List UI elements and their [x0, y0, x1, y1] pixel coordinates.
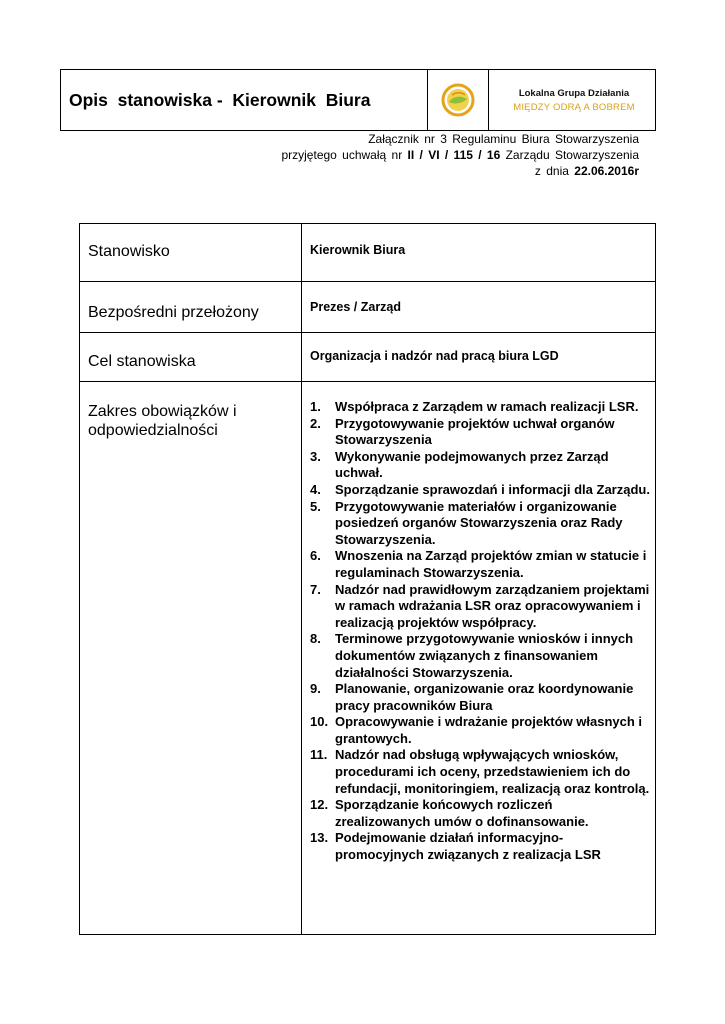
position-table: [79, 223, 656, 935]
list-item: 11. Nadzór nad obsługą wpływających wniosków, procedurami ich oceny, przedstawieniem ich do refundacji, monitoringiem, realizacją oraz kontrolą.: [310, 747, 650, 796]
logo: [428, 70, 489, 130]
label-purpose: Cel stanowiska: [88, 353, 196, 370]
resolution-number: II / VI / 115 / 16: [407, 148, 501, 162]
note-line2-pre: przyjętego uchwałą nr: [281, 148, 408, 162]
note-line2: [281, 147, 639, 163]
list-item: 8. Terminowe przygotowywanie wniosków i innych dokumentów związanych z finansowaniem działalności Stowarzyszenia.: [310, 631, 634, 680]
list-item: 7. Nadzór nad prawidłowym zarządzaniem projektami w ramach wdrażania LSR oraz opracowywaniem i realizacją projektów współpracy.: [310, 581, 650, 630]
note-line1: Załącznik nr 3 Regulaminu Biura Stowarzyszenia: [368, 132, 639, 146]
organization-name: [489, 70, 655, 130]
list-item: 12. Sporządzanie końcowych rozliczeń zrealizowanych umów o dofinansowanie.: [310, 797, 589, 829]
row-divider: [80, 381, 655, 382]
list-item: 10. Opracowywanie i wdrażanie projektów własnych i grantowych.: [310, 714, 643, 746]
document-header: [60, 69, 656, 131]
value-purpose: Organizacja i nadzór nad pracą biura LGD: [310, 349, 559, 363]
org-name-line2: MIĘDZY ODRĄ A BOBREM: [513, 101, 635, 113]
duties-list: [310, 399, 650, 864]
list-item: 5. Przygotowywanie materiałów i organizowanie posiedzeń organów Stowarzyszenia oraz Rady Stowarzyszenia.: [310, 498, 623, 547]
list-item: 6. Wnoszenia na Zarząd projektów zmian w statucie i regulaminach Stowarzyszenia.: [310, 548, 647, 580]
value-supervisor: Prezes / Zarząd: [310, 300, 402, 314]
row-divider: [80, 332, 655, 333]
column-divider: [301, 224, 302, 934]
resolution-date: 22.06.2016r: [574, 164, 639, 178]
list-item: 9. Planowanie, organizowanie oraz koordynowanie pracy pracowników Biura: [310, 681, 634, 713]
lgd-logo-icon: [441, 83, 475, 117]
list-item: 2. Przygotowywanie projektów uchwał organów Stowarzyszenia: [310, 415, 615, 448]
list-item: 1. Współpraca z Zarządem w ramach realizacji LSR.: [310, 399, 639, 414]
attachment-note: [281, 131, 639, 179]
label-position: Stanowisko: [88, 243, 170, 260]
document-title: Opis stanowiska - Kierownik Biura: [61, 70, 428, 130]
label-duties: Zakres obowiązków i odpowiedzialności: [88, 403, 237, 439]
list-item: 4. Sporządzanie sprawozdań i informacji dla Zarządu.: [310, 481, 650, 497]
row-divider: [80, 281, 655, 282]
note-line2-post: Zarządu Stowarzyszenia: [500, 148, 639, 162]
label-supervisor: Bezpośredni przełożony: [88, 304, 259, 321]
list-item: 3. Wykonywanie podejmowanych przez Zarząd uchwał.: [310, 448, 609, 481]
value-position: Kierownik Biura: [310, 243, 406, 257]
note-line3: [281, 163, 639, 179]
list-item: 13. Podejmowanie działań informacyjno-promocyjnych związanych z realizacja LSR: [310, 830, 601, 863]
note-line3-pre: z dnia: [534, 164, 575, 178]
org-name-line1: Lokalna Grupa Działania: [518, 87, 630, 99]
